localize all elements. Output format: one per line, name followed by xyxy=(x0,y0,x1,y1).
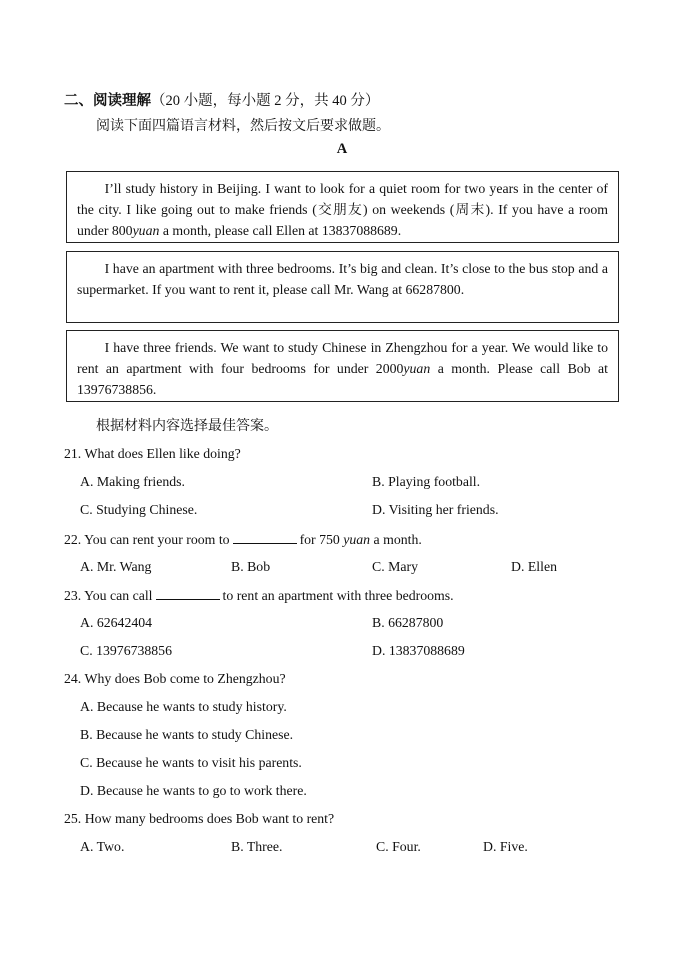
answer-blank-23[interactable] xyxy=(156,587,220,600)
option-24-b[interactable]: B. Because he wants to study Chinese. xyxy=(80,727,294,742)
option-25-a[interactable]: A. Two. xyxy=(80,839,125,854)
option-25-d[interactable]: D. Five. xyxy=(483,839,528,854)
ad-text-wang: I have an apartment with three bedrooms. It’s big and clean. It’s close to the bus stop and a supermarket. If you want to rent it, please call Mr. Wang at 66287800. xyxy=(77,261,608,297)
option-23-a[interactable]: A. 62642404 xyxy=(80,615,153,630)
section-instruction: 阅读下面四篇语言材料，然后按文后要求做题。 xyxy=(96,119,390,134)
option-25-b[interactable]: B. Three. xyxy=(231,839,283,854)
sub-instruction: 根据材料内容选择最佳答案。 xyxy=(96,419,278,434)
ad-box-wang xyxy=(66,251,619,323)
option-21-c[interactable]: C. Studying Chinese. xyxy=(80,502,198,517)
section-title xyxy=(64,89,379,110)
question-21: 21. What does Ellen like doing? xyxy=(64,446,241,461)
answer-blank-22[interactable] xyxy=(233,531,297,544)
passage-label: A xyxy=(336,141,348,157)
option-21-b[interactable]: B. Playing football. xyxy=(372,474,481,489)
section-title-rest: （20 小题，每小题 2 分，共 40 分） xyxy=(151,93,380,109)
question-23: 23. You can call to rent an apartment with three bedrooms. xyxy=(64,588,454,603)
option-21-a[interactable]: A. Making friends. xyxy=(80,474,185,489)
option-24-d[interactable]: D. Because he wants to go to work there. xyxy=(80,783,307,798)
option-23-b[interactable]: B. 66287800 xyxy=(372,615,444,630)
option-22-c[interactable]: C. Mary xyxy=(372,559,418,574)
option-24-a[interactable]: A. Because he wants to study history. xyxy=(80,699,287,714)
option-21-d[interactable]: D. Visiting her friends. xyxy=(372,502,499,517)
ad-box-bob xyxy=(66,330,619,402)
option-23-c[interactable]: C. 13976738856 xyxy=(80,643,172,658)
option-22-b[interactable]: B. Bob xyxy=(231,559,271,574)
question-24: 24. Why does Bob come to Zhengzhou? xyxy=(64,671,286,686)
option-24-c[interactable]: C. Because he wants to visit his parents. xyxy=(80,755,302,770)
ad-text-ellen: I’ll study history in Beijing. I want to look for a quiet room for two years in the center of the city. I like going out to make friends (交朋友) on weekends (周末). If you have a room under 800yuan a month, please call Ellen at 13837088689. xyxy=(77,181,608,238)
section-title-bold: 二、阅读理解 xyxy=(64,93,151,109)
question-25: 25. How many bedrooms does Bob want to rent? xyxy=(64,811,335,826)
ad-box-ellen xyxy=(66,171,619,243)
option-22-d[interactable]: D. Ellen xyxy=(511,559,557,574)
option-23-d[interactable]: D. 13837088689 xyxy=(372,643,465,658)
option-22-a[interactable]: A. Mr. Wang xyxy=(80,559,152,574)
question-22: 22. You can rent your room to for 750 yuan a month. xyxy=(64,532,422,547)
ad-text-bob: I have three friends. We want to study Chinese in Zhengzhou for a year. We would like to rent an apartment with four bedrooms for under 2000yuan a month. Please call Bob at 13976738856. xyxy=(77,340,608,397)
option-25-c[interactable]: C. Four. xyxy=(376,839,421,854)
